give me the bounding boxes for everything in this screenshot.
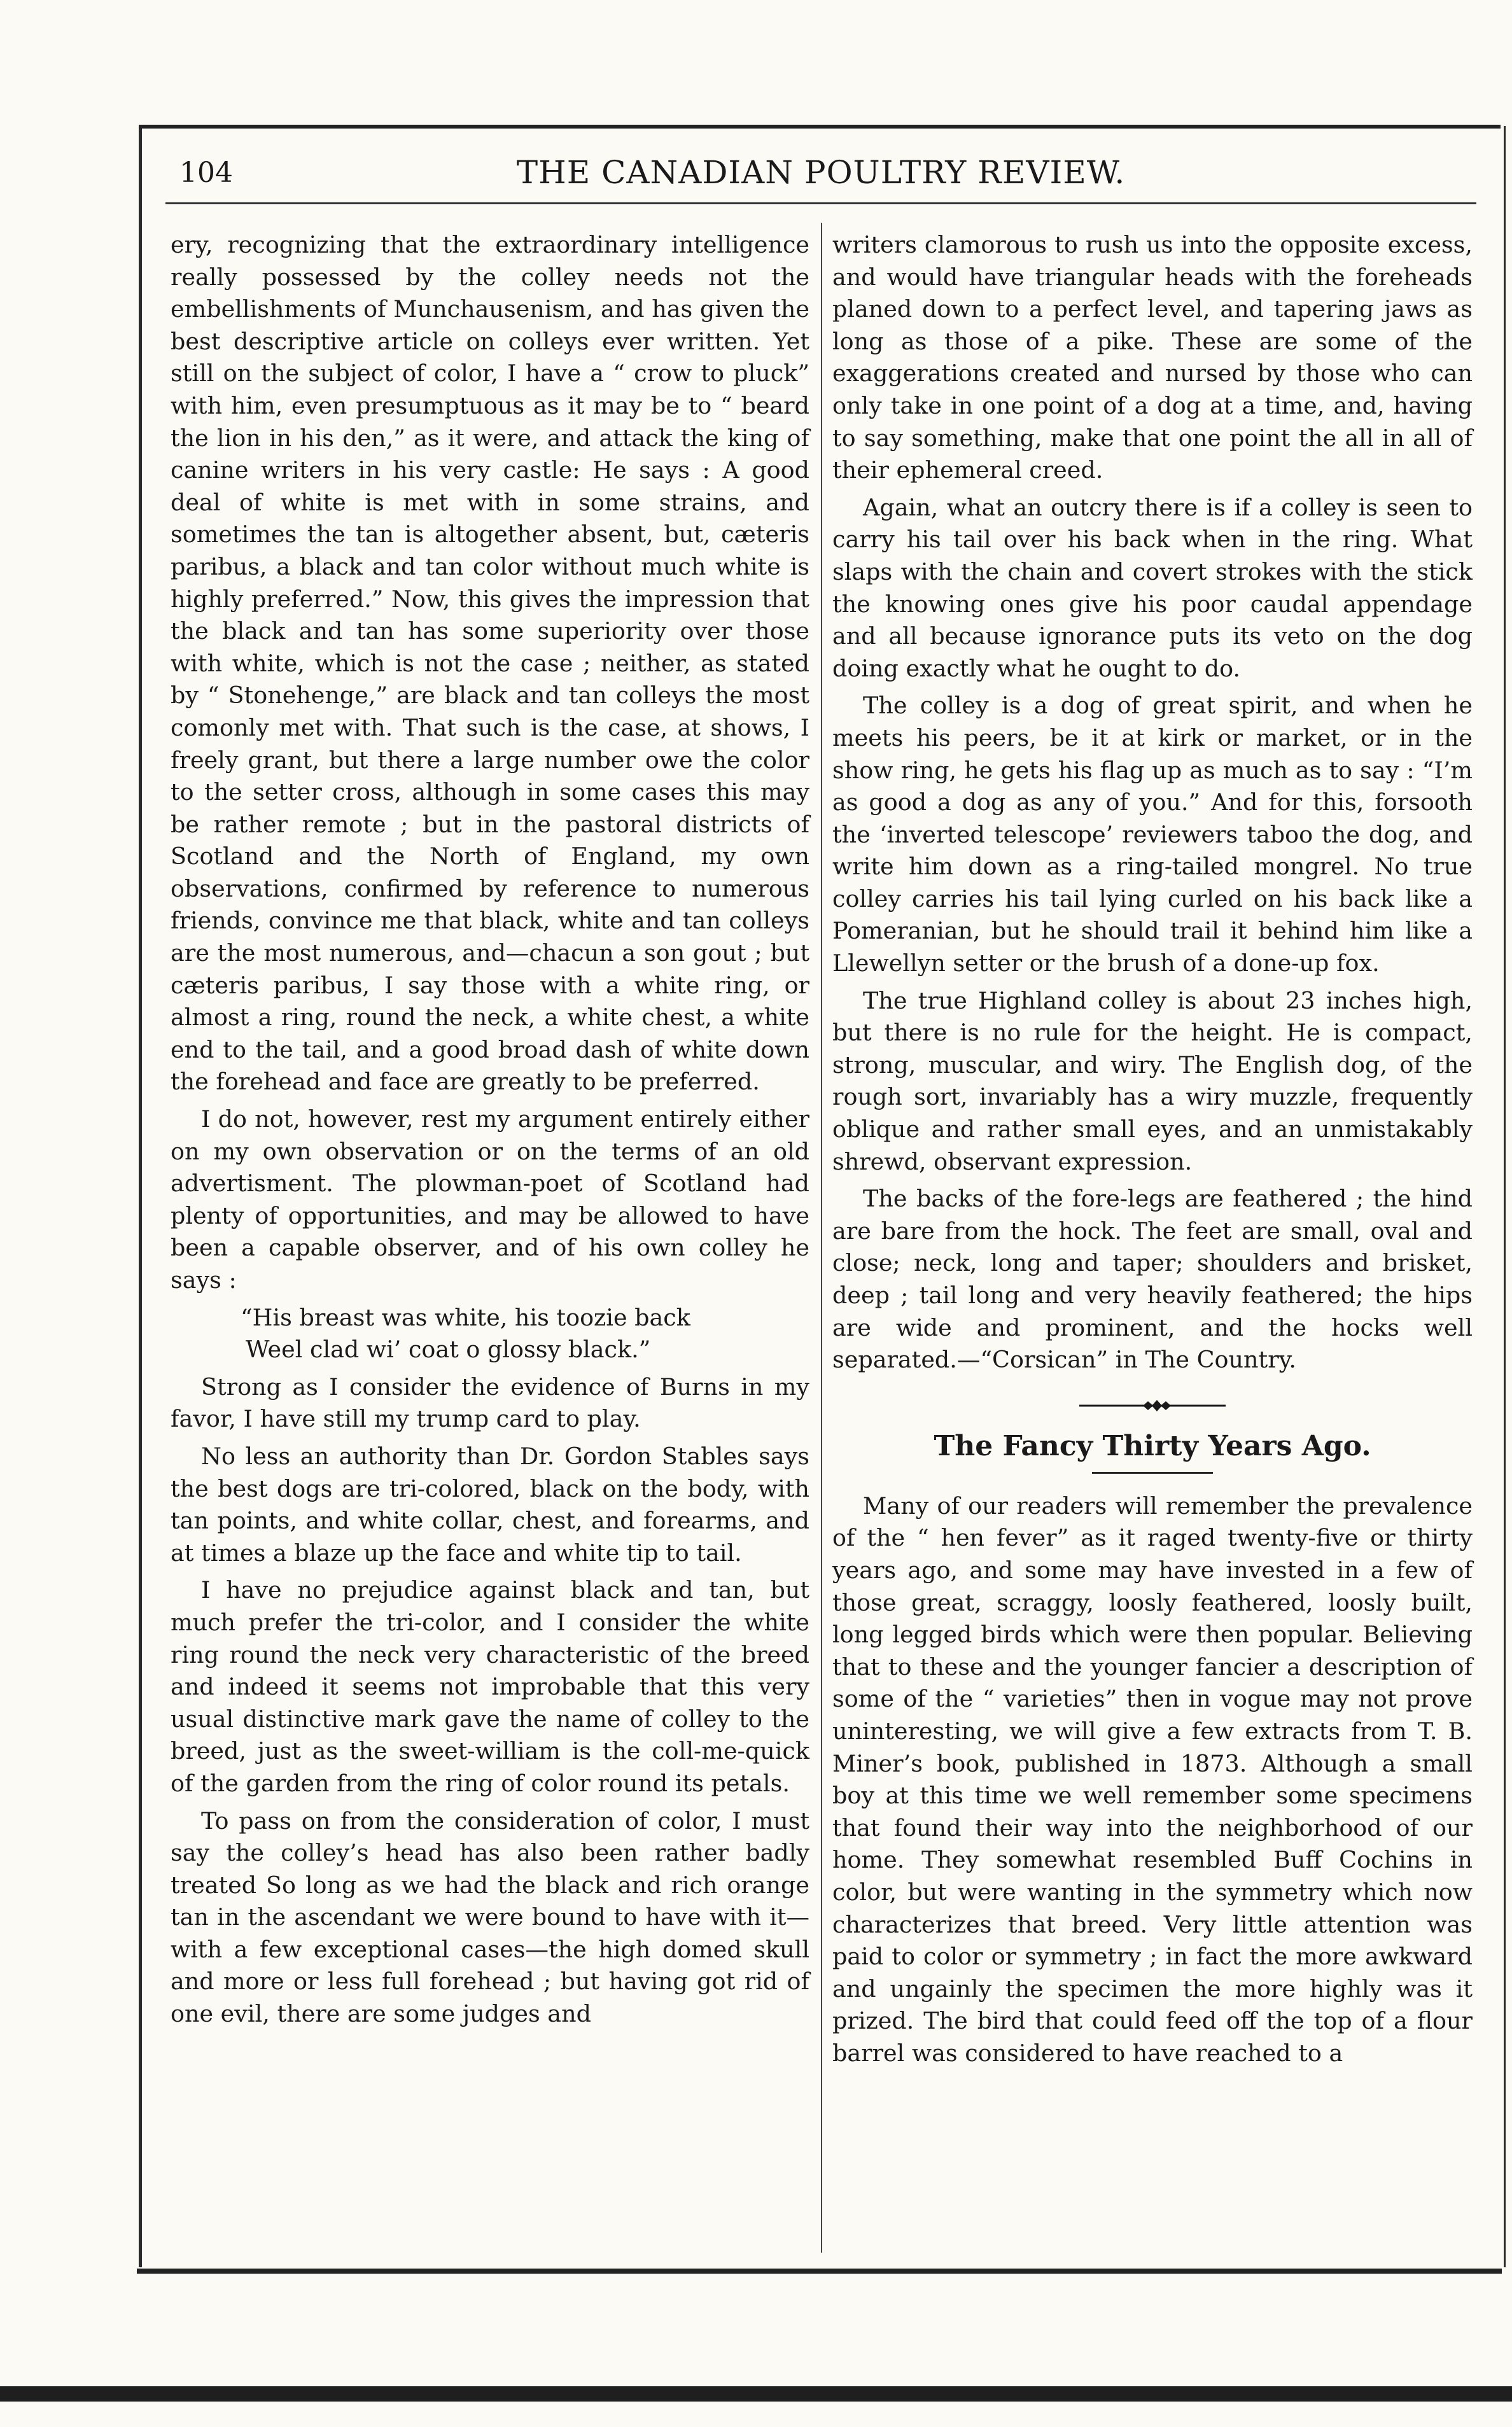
paragraph: To pass on from the consideration of color, I must say the colley’s head has also been rather badly treated So long as we had the black and rich orange tan in the ascendant we were bound to have with it—with a few exceptional cases—the high domed skull and more or less full forehead ; but having got rid of one evil, there are some judges and <box>171 1807 809 2028</box>
poem-quote <box>241 1302 809 1366</box>
running-title: THE CANADIAN POULTRY REVIEW. <box>516 154 1126 191</box>
paragraph: ery, recognizing that the extraordinary intelligence really possessed by the colley needs not the embellishments of Munchausenism, and has given the best descriptive article on colleys ever written. Yet still on the subject of color, I have a “ crow to pluck” with him, even presumptuous as it may be to “ beard the lion in his den,” as it were, and attack the king of canine writers in his very castle: He says : A good deal of white is met with in some strains, and sometimes the tan is altogether absent, but, cæteris paribus, a black and tan color without much white is highly preferred.” Now, this gives the impression that the black and tan has some superiority over those with white, which is not the case ; neither, as stated by “ Stonehenge,” are black and tan colleys the most comonly met with. That such is the case, at shows, I freely grant, but there a large number owe the color to the setter cross, although in some cases this may be rather remote ; but in the pastoral districts of Scotland and the North of England, my own observations, confirmed by reference to numerous friends, convince me that black, white and tan colleys are the most numerous, and—chacun a son gout ; but cæteris paribus, I say those with a white ring, or almost a ring, round the neck, a white chest, a white end to the tail, and a good broad dash of white down the forehead and face are greatly to be preferred. <box>171 231 809 1096</box>
left-column <box>171 229 809 2031</box>
bottom-border-rule <box>137 2269 1502 2274</box>
paragraph: writers clamorous to rush us into the opposite excess, and would have triangular heads with the foreheads planed down to a perfect level, and tapering jaws as long as those of a pike. These are some of the exaggerations created and nursed by those who can only take in one point of a dog at a time, and, having to say something, make that one point the all in all of their ephemeral creed. <box>832 231 1473 484</box>
page-header <box>165 148 1476 192</box>
heading-rule <box>1092 1472 1213 1474</box>
scan-edge-band <box>0 2386 1512 2402</box>
page-number: 104 <box>179 157 233 189</box>
paragraph: I do not, however, rest my argument entirely either on my own observation or on the terms of an old advertisment. The plowman-poet of Scotland had plenty of opportunities, and may be allowed to have been a capable observer, and of his own colley he says : <box>171 1105 809 1294</box>
paragraph: The colley is a dog of great spirit, and when he meets his peers, be it at kirk or market, or in the show ring, he gets his flag up as much as to say : “I’m as good a dog as any of you.” And for this, forsooth the ‘inverted telescope’ reviewers taboo the dog, and write him down as a ring-tailed mongrel. No true colley carries his tail lying curled on his back like a Pomeranian, but he should trail it behind him like a Llewellyn setter or the brush of a done-up fox. <box>832 692 1473 977</box>
paragraph: I have no prejudice against black and tan, but much prefer the tri-color, and I consider the white ring round the neck very characteristic of the breed and indeed it seems not improbable that this very usual distinctive mark gave the name of colley to the breed, just as the sweet-william is the coll-me-quick of the garden from the ring of color round its petals. <box>171 1576 809 1797</box>
header-rule <box>165 202 1476 204</box>
section-heading: The Fancy Thirty Years Ago. <box>934 1429 1371 1462</box>
paragraph: Strong as I consider the evidence of Burns in my favor, I have still my trump card to play. <box>171 1373 809 1433</box>
column-divider <box>821 223 822 2253</box>
section-ornament <box>832 1390 1473 1416</box>
poem-line: Weel clad wi’ coat o glossy black.” <box>246 1336 651 1364</box>
poem-line: “His breast was white, his toozie back <box>241 1303 690 1331</box>
ornament-rule-icon <box>1079 1397 1226 1414</box>
paragraph: Many of our readers will remember the prevalence of the “ hen fever” as it raged twenty-five or thirty years ago, and some may have invested in a few of those great, scraggy, loosly feathered, loosly built, long legged birds which were then popular. Believing that to these and the younger fancier a description of some of the “ varieties” then in vogue may not prove uninteresting, we will give a few extracts from T. B. Miner’s book, published in 1873. Although a small boy at this time we well remember some specimens that found their way into the neighborhood of our home. They somewhat resembled Buff Cochins in color, but were wanting in the symmetry which now characterizes that breed. Very little attention was paid to color or symmetry ; in fact the more awkward and ungainly the specimen the more highly was it prized. The bird that could feed off the top of a flour barrel was considered to have reached to a <box>832 1492 1473 2067</box>
paragraph: Again, what an outcry there is if a colley is seen to carry his tail over his back when in the ring. What slaps with the chain and covert strokes with the stick the knowing ones give his poor caudal appendage and all because ignorance puts its veto on the dog doing exactly what he ought to do. <box>832 493 1473 682</box>
paragraph: No less an authority than Dr. Gordon Stables says the best dogs are tri-colored, black on the body, with tan points, and white collar, chest, and forearms, and at times a blaze up the face and white tip to tail. <box>171 1442 809 1567</box>
right-column <box>832 229 1473 2069</box>
paragraph: The backs of the fore-legs are feathered ; the hind are bare from the hock. The feet are small, oval and close; neck, long and taper; shoulders and brisket, deep ; tail long and very heavily feathered; the hips are wide and prominent, and the hocks well separated.—“Corsican” in The Country. <box>832 1185 1473 1374</box>
top-border-rule <box>139 125 1501 129</box>
paragraph: The true Highland colley is about 23 inches high, but there is no rule for the height. He is compact, strong, muscular, and wiry. The English dog, of the rough sort, invariably has a wiry muzzle, frequently oblique and rather small eyes, and an unmistakably shrewd, observant expression. <box>832 986 1473 1175</box>
